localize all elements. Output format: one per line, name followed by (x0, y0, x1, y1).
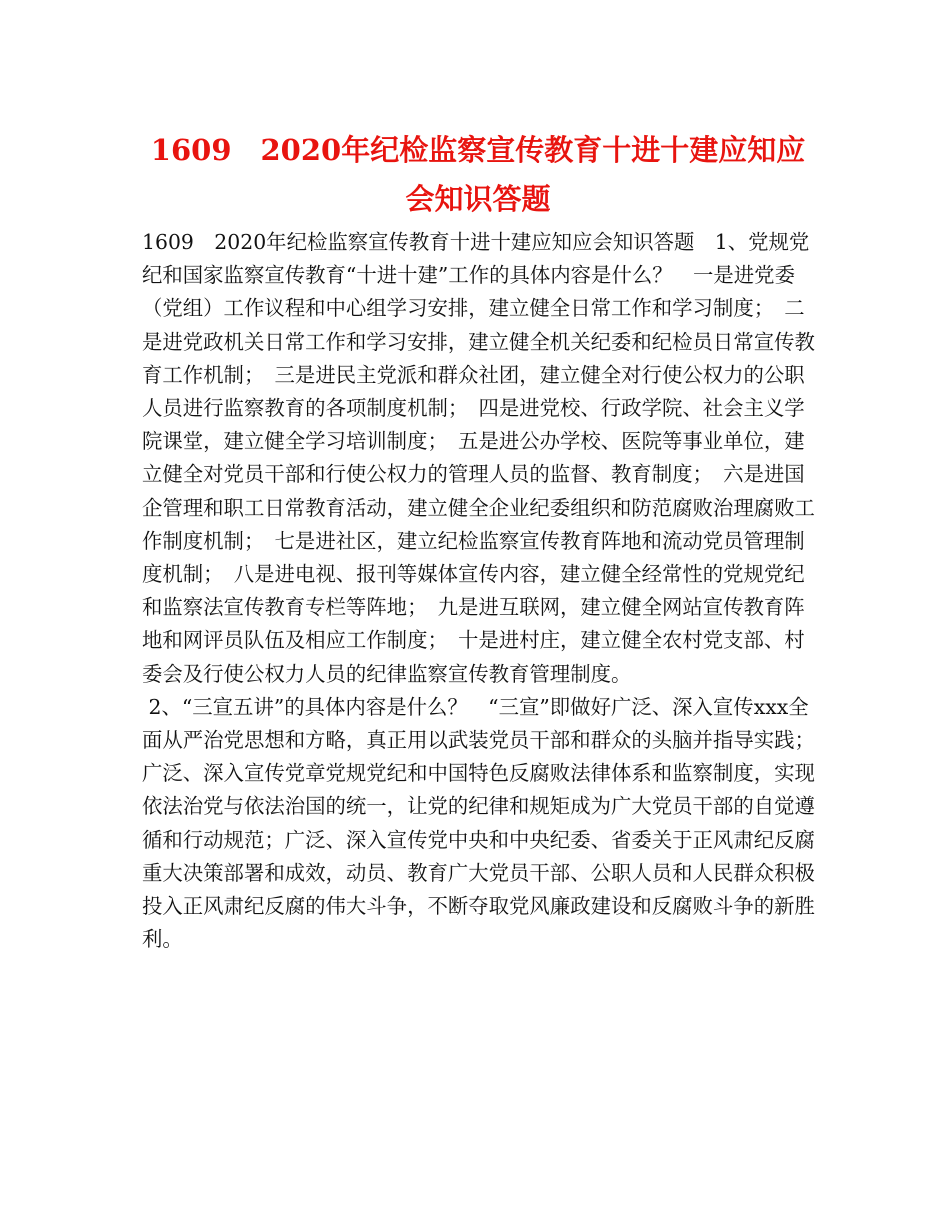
paragraph-three-publicize-five-talk: 2、“三宣五讲”的具体内容是什么？ “三宣”即做好广泛、深入宣传xxx全面从严治党思想和方略，真正用以武装党员干部和群众的头脑并指导实践；广泛、深入宣传党章党规党纪和中国特色反腐败法律体系和监察制度，实现依法治党与依法治国的统一，让党的纪律和规矩成为广大党员干部的自觉遵循和行动规范；广泛、深入宣传党中央和中央纪委、省委关于正风肃纪反腐重大决策部署和成效，动员、教育广大党员干部、公职人员和人民群众积极投入正风肃纪反腐的伟大斗争，不断夺取党风廉政建设和反腐败斗争的新胜利。 (142, 694, 815, 952)
document-body (142, 226, 816, 956)
paragraph-ten-advances: 1609 2020年纪检监察宣传教育十进十建应知应会知识答题 1、党规党纪和国家监察宣传教育“十进十建”工作的具体内容是什么？ 一是进党委（党组）工作议程和中心组学习安排，建立健全日常工作和学习制度； 二是进党政机关日常工作和学习安排，建立健全机关纪委和纪检员日常宣传教育工作机制； 三是进民主党派和群众社团，建立健全对行使公权力的公职人员进行监察教育的各项制度机制； 四是进党校、行政学院、社会主义学院课堂，建立健全学习培训制度； 五是进公办学校、医院等事业单位，建立健全对党员干部和行使公权力的管理人员的监督、教育制度； 六是进国企管理和职工日常教育活动，建立健全企业纪委组织和防范腐败治理腐败工作制度机制； 七是进社区，建立纪检监察宣传教育阵地和流动党员管理制度机制； 八是进电视、报刊等媒体宣传内容，建立健全经常性的党规党纪和监察法宣传教育专栏等阵地； 九是进互联网，建立健全网站宣传教育阵地和网评员队伍及相应工作制度； 十是进村庄，建立健全农村党支部、村委会及行使公权力人员的纪律监察宣传教育管理制度。 (142, 230, 815, 686)
document-title: 1609 2020年纪检监察宣传教育十进十建应知应会知识答题 (150, 133, 806, 216)
